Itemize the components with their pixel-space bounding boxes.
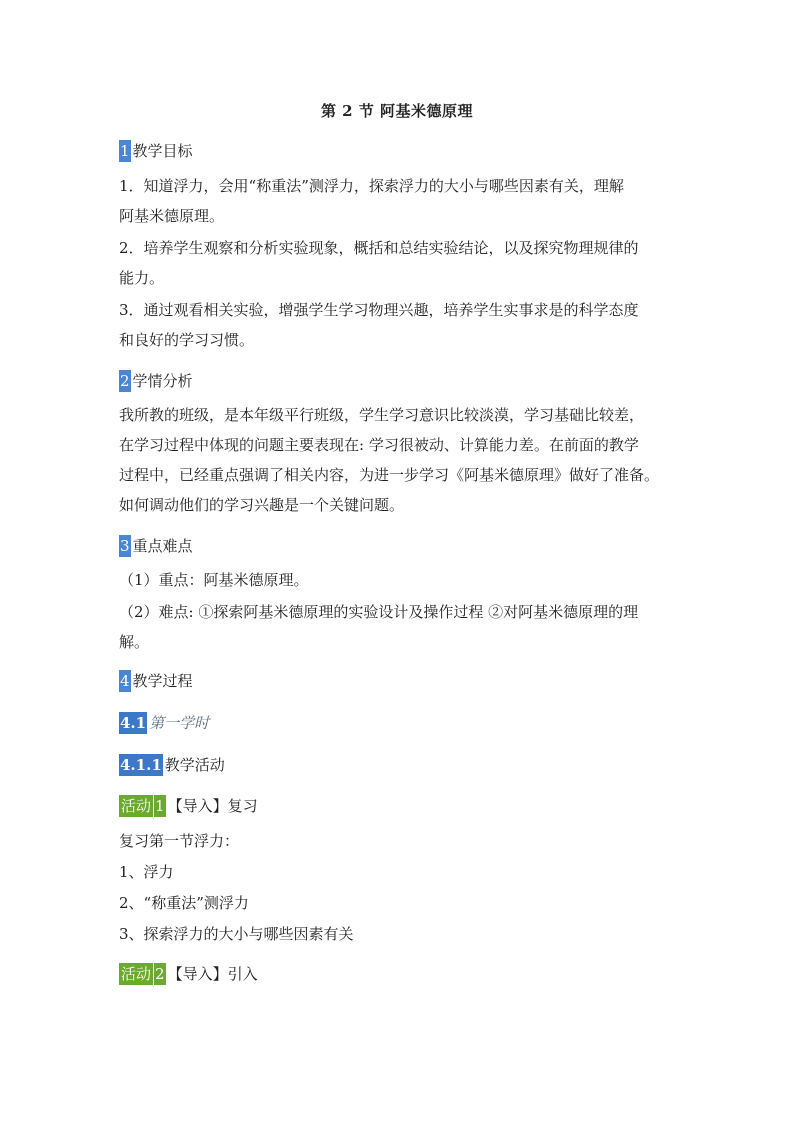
analysis-line: 我所教的班级，是本年级平行班级，学生学习意识比较淡漠，学习基础比较差， [119,406,645,424]
activity-label: 【导入】引入 [167,965,258,983]
activity-badge: 活动 [121,965,152,983]
section-heading-process [119,670,193,692]
section-number-badge: 1 [120,142,130,160]
key-point-line: （2）难点: ①探索阿基米德原理的实验设计及操作过程 ②对阿基米德原理的理 [119,603,639,621]
subsection-number-badge: 4.1 [120,714,147,732]
analysis-line: 如何调动他们的学习兴趣是一个关键问题。 [119,496,405,514]
goal-line: 2．培养学生观察和分析实验现象，概括和总结实验结论，以及探究物理规律的 [119,239,639,257]
analysis-line: 在学习过程中体现的问题主要表现在: 学习很被动、计算能力差。在前面的教学 [119,436,639,454]
activity-label: 【导入】复习 [167,797,258,815]
subsection-heading-activities [119,754,225,776]
section-heading-goals [119,140,193,162]
subsection-label: 教学活动 [164,756,225,774]
activity-heading-intro [119,963,258,985]
section-heading-analysis [119,370,193,392]
section-number-badge: 4 [120,672,130,690]
review-item: 3、探索浮力的大小与哪些因素有关 [119,925,354,943]
section-label: 教学过程 [132,672,193,690]
activity-number-badge: 2 [155,965,165,983]
goal-line: 和良好的学习习惯。 [119,331,255,349]
page-title: 第 2 节 阿基米德原理 [320,102,474,120]
section-number-badge: 3 [120,537,130,555]
review-intro: 复习第一节浮力： [119,832,240,850]
activity-number-badge: 1 [155,797,165,815]
subsection-heading-first-period [119,712,209,734]
goal-line: 阿基米德原理。 [119,207,225,225]
review-item: 1、浮力 [119,863,174,881]
subsection-label: 第一学时 [149,714,210,732]
section-heading-key-points [119,535,193,557]
section-label: 教学目标 [132,142,193,160]
key-point-line: （1）重点：阿基米德原理。 [119,571,309,589]
activity-badge: 活动 [121,797,152,815]
section-label: 重点难点 [132,537,193,555]
section-number-badge: 2 [120,372,130,390]
key-point-line: 解。 [119,633,150,651]
section-label: 学情分析 [132,372,193,390]
goal-line: 1．知道浮力，会用“称重法”测浮力，探索浮力的大小与哪些因素有关，理解 [119,177,624,195]
goal-line: 能力。 [119,269,165,287]
subsection-number-badge: 4.1.1 [120,756,162,774]
analysis-line: 过程中，已经重点强调了相关内容，为进一步学习《阿基米德原理》做好了准备。 [119,466,660,484]
review-item: 2、“称重法”测浮力 [119,894,249,912]
activity-heading-review [119,795,258,817]
goal-line: 3．通过观看相关实验，增强学生学习物理兴趣，培养学生实事求是的科学态度 [119,301,639,319]
